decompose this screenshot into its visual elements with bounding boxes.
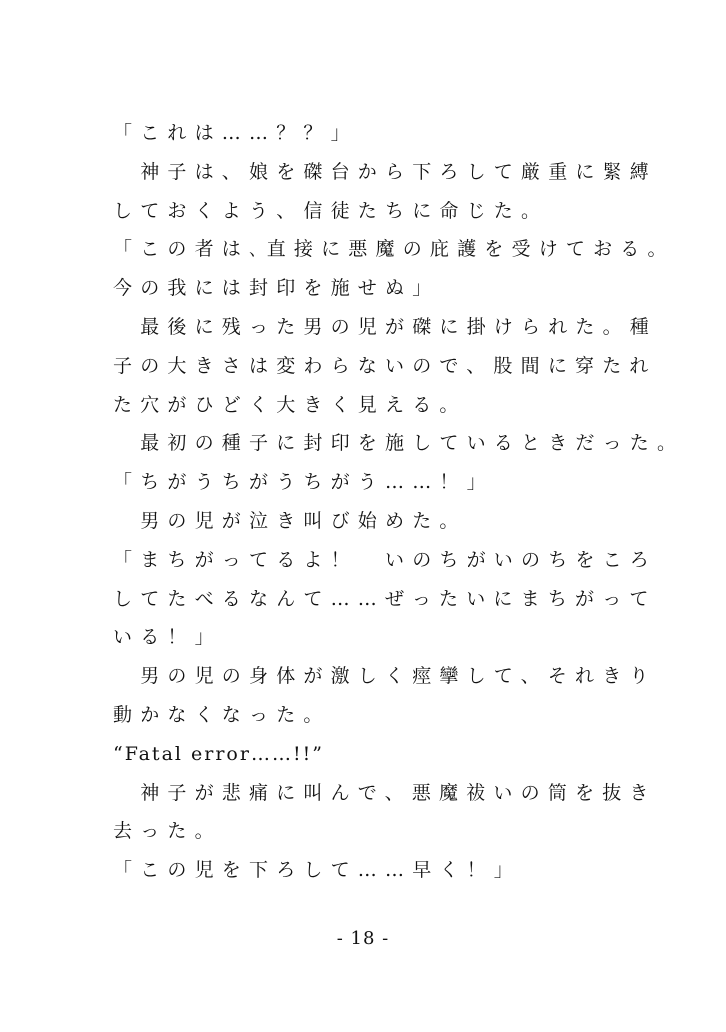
text-line: 「この者は､直接に悪魔の庇護を受けておる。: [113, 238, 675, 261]
text-line: 最後に残った男の児が磔に掛けられた。種: [113, 315, 658, 338]
text-line: 「これは……？？」: [113, 122, 358, 144]
text-line: 神子が悲痛に叫んで、悪魔祓いの筒を抜き: [113, 781, 657, 804]
text-line: 動かなくなった。: [113, 703, 331, 726]
page-number: - 18 -: [336, 928, 390, 949]
text-line: 去った。: [113, 820, 222, 843]
text-line: 子の大きさは変わらないので、股間に穿たれ: [113, 354, 657, 377]
text-line: 「この児を下ろして……早く！」: [113, 859, 522, 882]
text-line: た穴がひどく大きく見える。: [113, 393, 467, 416]
text-line: 男の児の身体が激しく痙攣して、それきり: [113, 665, 657, 688]
body-text: [113, 114, 685, 890]
text-line: 男の児が泣き叫び始めた。: [113, 509, 467, 532]
text-line: 「まちがってるよ！ いのちがいのちをころ: [113, 548, 658, 571]
text-line: “Fatal error……!!”: [113, 742, 324, 765]
text-line: 今の我には封印を施せぬ」: [113, 277, 440, 300]
text-line: 最初の種子に封印を施しているときだった。: [113, 432, 685, 455]
text-line: 神子は、娘を磔台から下ろして厳重に緊縛: [113, 160, 658, 183]
text-line: してたべるなんて……ぜったいにまちがって: [113, 587, 657, 610]
text-line: いる！」: [113, 626, 222, 649]
text-line: しておくよう、信徒たちに命じた。: [113, 199, 549, 222]
text-line: 「ちがうちがうちがう……！」: [113, 471, 494, 494]
